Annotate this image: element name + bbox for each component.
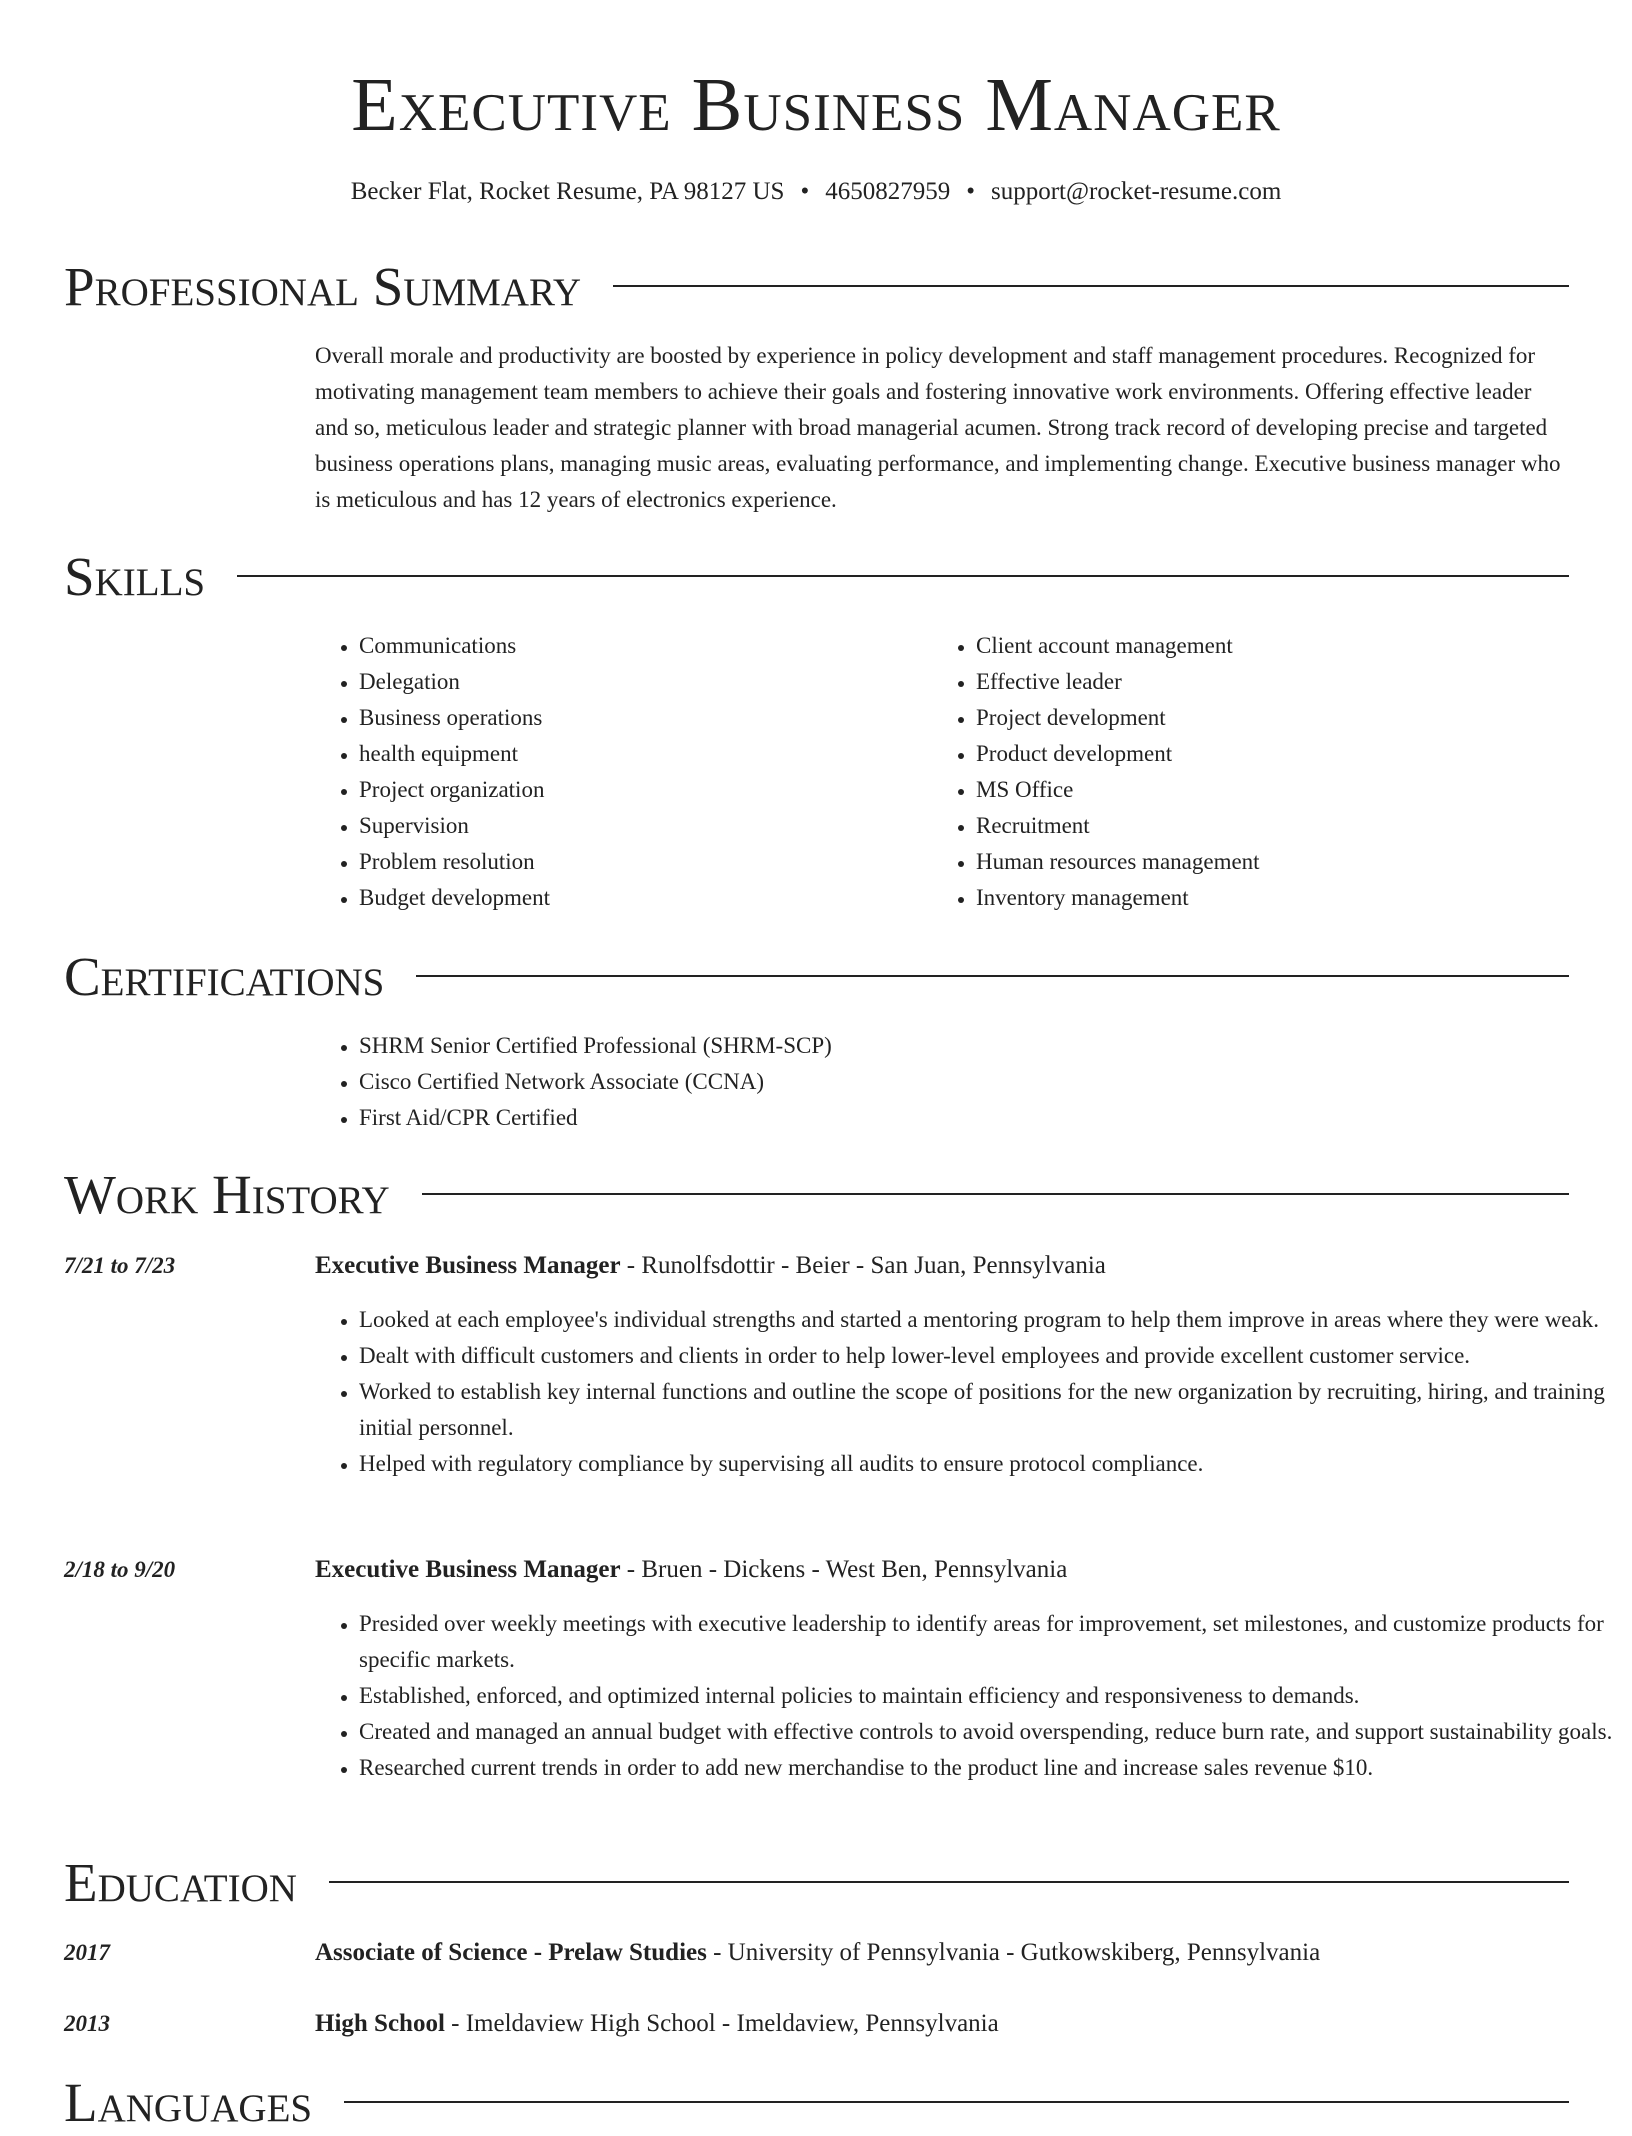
skills-list-right — [932, 628, 1576, 916]
skill-item: • Inventory management — [976, 880, 1576, 916]
skills-list-left — [315, 628, 919, 916]
job-bullet: • Dealt with difficult customers and clients in order to help lower-level employees and provide excellent customer service. — [359, 1338, 1614, 1374]
job-bullets — [315, 1606, 1614, 1786]
job-bullets — [315, 1302, 1614, 1482]
contact-address: Becker Flat, Rocket Resume, PA 98127 US — [350, 178, 785, 205]
section-header-work-history — [64, 1162, 1569, 1228]
section-divider — [237, 575, 1569, 577]
skill-item: • Client account management — [976, 628, 1576, 664]
education-entry — [315, 1935, 1570, 1971]
certification-item: • First Aid/CPR Certified — [359, 1100, 1569, 1136]
certification-item: • SHRM Senior Certified Professional (SHRM-SCP) — [359, 1028, 1569, 1064]
education-year: 2017 — [64, 1940, 110, 1965]
skill-item: • Recruitment — [976, 808, 1576, 844]
contact-line — [0, 176, 1632, 208]
section-title-summary: Professional Summary — [64, 256, 582, 317]
job-company: - Runolfsdottir - Beier - San Juan, Pennsylvania — [620, 1252, 1106, 1279]
job-title: Executive Business Manager — [315, 1252, 621, 1279]
skill-item: • health equipment — [359, 736, 919, 772]
skill-item: • Human resources management — [976, 844, 1576, 880]
skill-item: • MS Office — [976, 772, 1576, 808]
resume-name: Executive Business Manager — [351, 63, 1281, 147]
section-divider — [416, 975, 1569, 977]
contact-separator: • — [966, 178, 975, 205]
skill-item: • Effective leader — [976, 664, 1576, 700]
section-header-languages — [64, 2070, 1569, 2136]
skill-item: • Communications — [359, 628, 919, 664]
section-header-certifications — [64, 944, 1569, 1010]
skill-item: • Budget development — [359, 880, 919, 916]
job-bullet: • Looked at each employee's individual strengths and started a mentoring program to help them improve in areas where they were weak. — [359, 1302, 1614, 1338]
section-header-education — [64, 1850, 1569, 1916]
job-bullet: • Established, enforced, and optimized internal policies to maintain efficiency and responsiveness to demands. — [359, 1678, 1614, 1714]
job-bullet: • Created and managed an annual budget with effective controls to avoid overspending, reduce burn rate, and support sustainability goals. — [359, 1714, 1614, 1750]
section-header-skills — [64, 544, 1569, 610]
job-dates: 2/18 to 9/20 — [64, 1557, 176, 1582]
contact-email: support@rocket-resume.com — [991, 178, 1282, 205]
job-heading — [315, 1248, 1570, 1284]
job-bullet: • Helped with regulatory compliance by supervising all audits to ensure protocol compliance. — [359, 1446, 1614, 1482]
skill-item: • Delegation — [359, 664, 919, 700]
certifications-list — [315, 1028, 1569, 1136]
skill-item: • Product development — [976, 736, 1576, 772]
education-school: - Imeldaview High School - Imeldaview, Pennsylvania — [444, 2010, 999, 2037]
summary-text: Overall morale and productivity are boosted by experience in policy development and staff management procedures. Recognized for motivating management team members to achieve their goals and fostering innovative work environments. Offering effective leader and so, meticulous leader and strategic planner with broad managerial acumen. Strong track record of developing precise and targeted business operations plans, managing music areas, evaluating performance, and implementing change. Executive business manager who is meticulous and has 12 years of electronics experience. — [315, 343, 1561, 512]
section-title-education: Education — [64, 1852, 297, 1913]
section-divider — [329, 1881, 1569, 1883]
contact-phone: 4650827959 — [825, 178, 951, 205]
section-title-work-history: Work History — [64, 1164, 390, 1225]
job-heading — [315, 1552, 1570, 1588]
job-title: Executive Business Manager — [315, 1556, 621, 1583]
job-bullet: • Presided over weekly meetings with executive leadership to identify areas for improvement, set milestones, and customize products for specific markets. — [359, 1606, 1614, 1678]
section-divider — [422, 1193, 1569, 1195]
job-dates: 7/21 to 7/23 — [64, 1253, 176, 1278]
skill-item: • Supervision — [359, 808, 919, 844]
job-company: - Bruen - Dickens - West Ben, Pennsylvania — [620, 1556, 1068, 1583]
job-bullet: • Researched current trends in order to add new merchandise to the product line and increase sales revenue $10. — [359, 1750, 1614, 1786]
section-divider — [613, 285, 1569, 287]
certification-item: • Cisco Certified Network Associate (CCNA) — [359, 1064, 1569, 1100]
education-degree: High School — [315, 2010, 445, 2037]
skill-item: • Project organization — [359, 772, 919, 808]
section-divider — [344, 2101, 1569, 2103]
job-bullet: • Worked to establish key internal functions and outline the scope of positions for the new organization by recruiting, hiring, and training initial personnel. — [359, 1374, 1614, 1446]
education-school: - University of Pennsylvania - Gutkowskiberg, Pennsylvania — [706, 1939, 1321, 1966]
education-entry — [315, 2006, 1570, 2042]
education-degree: Associate of Science - Prelaw Studies — [315, 1939, 707, 1966]
contact-separator: • — [800, 178, 810, 205]
skill-item: • Problem resolution — [359, 844, 919, 880]
skill-item: • Business operations — [359, 700, 919, 736]
section-header-summary — [64, 254, 1569, 320]
education-year: 2013 — [64, 2011, 110, 2036]
section-title-languages: Languages — [64, 2072, 313, 2133]
section-title-certifications: Certifications — [64, 946, 385, 1007]
skill-item: • Project development — [976, 700, 1576, 736]
section-title-skills: Skills — [64, 546, 206, 607]
